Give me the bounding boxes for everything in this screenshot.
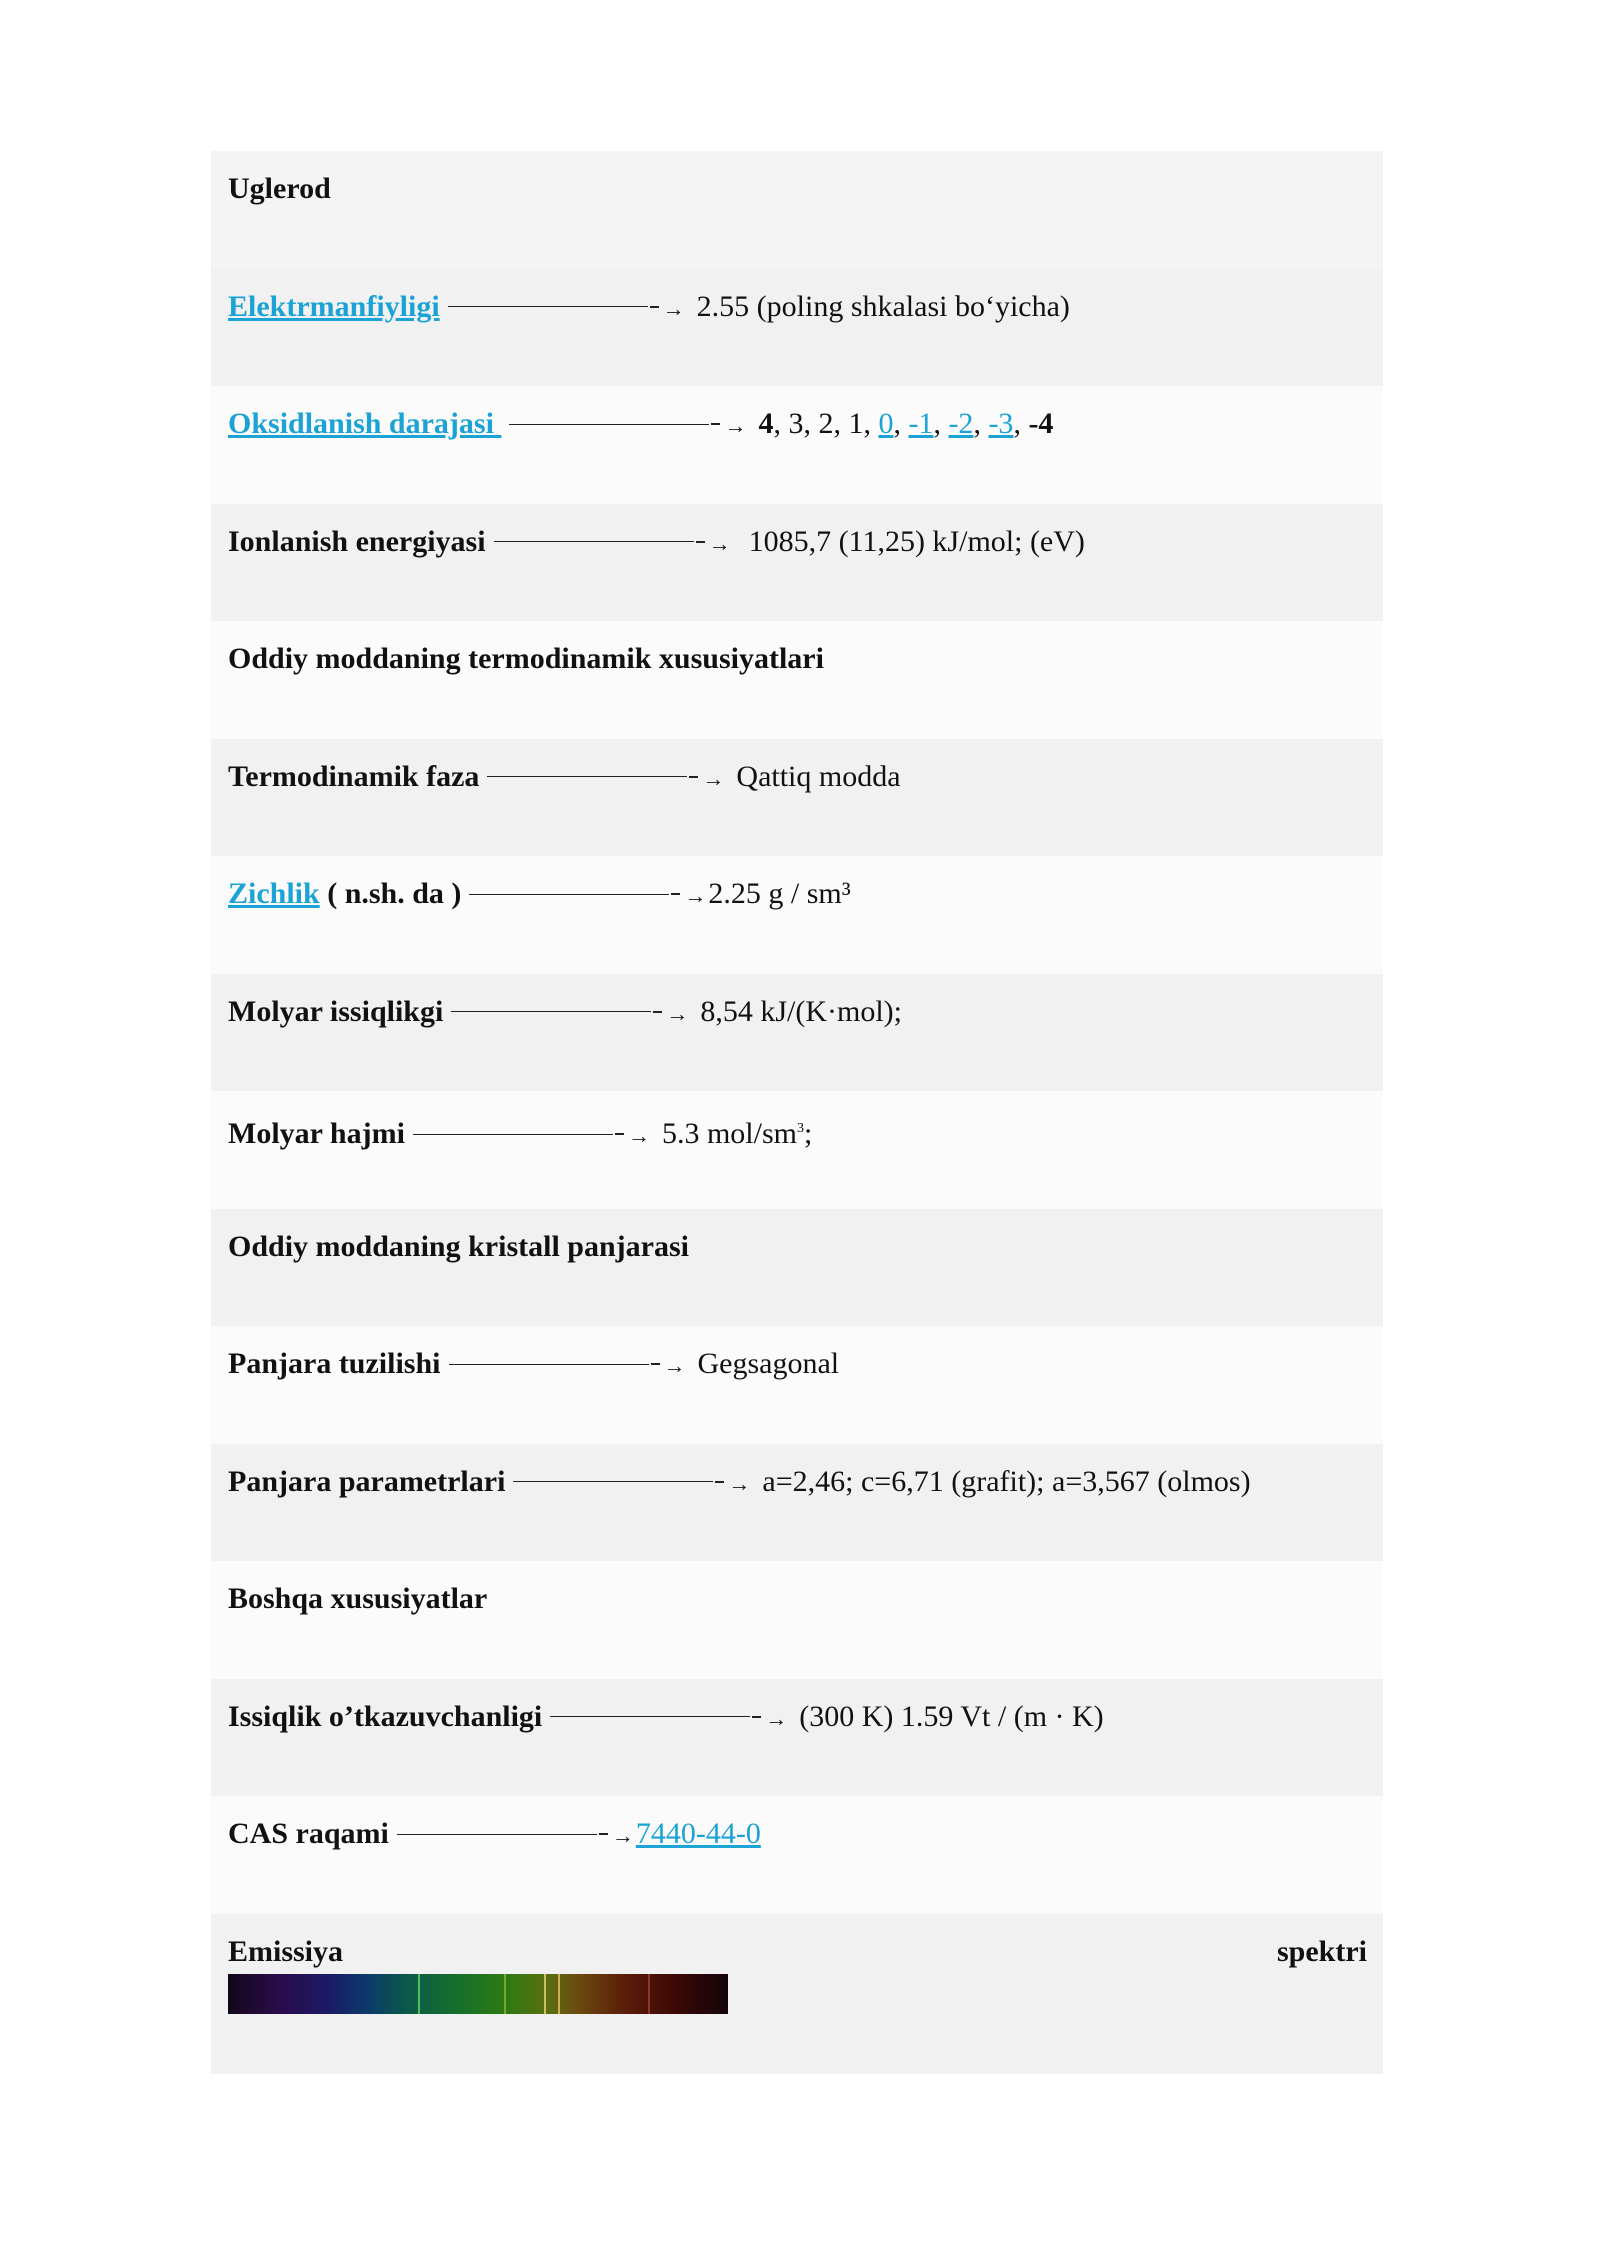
table-row-emissiya (211, 1914, 1383, 2074)
oks-link-m3[interactable]: -3 (988, 407, 1014, 440)
molyar-hajm-value: 5.3 mol/sm (661, 1117, 797, 1150)
table-row-faza (211, 739, 1383, 857)
zichlik-suffix: ( n.sh. da ) (319, 877, 462, 910)
leader-line (513, 1481, 713, 1482)
panjara-tuzilishi-value: Gegsagonal (697, 1347, 840, 1380)
leader-line (413, 1134, 613, 1135)
ionlanish-value: 1085,7 (11,25) kJ/mol; (eV) (748, 524, 1085, 558)
table-row-title (211, 151, 1383, 269)
faza-label: Termodinamik faza (228, 759, 480, 793)
panjara-parametrlari-value: a=2,46; c=6,71 (grafit); a=3,567 (olmos) (762, 1464, 1251, 1498)
properties-table (211, 151, 1383, 2074)
element-title: Uglerod (228, 172, 331, 205)
leader-line (487, 776, 687, 777)
leader-line (509, 424, 709, 425)
table-row-elektrmanfiyligi (211, 269, 1383, 387)
emission-spectrum-image (228, 1974, 728, 2014)
molyar-hajm-label: Molyar hajmi (228, 1117, 405, 1150)
oks-link-m2[interactable]: -2 (948, 407, 974, 440)
cas-number-link[interactable]: 7440-44-0 (635, 1817, 761, 1850)
leader-line (448, 306, 648, 307)
arrow-icon: → (611, 1823, 634, 1848)
table-row-molyar-hajm (211, 1091, 1383, 1209)
arrow-icon: → (724, 413, 747, 438)
panjara-tuzilishi-label: Panjara tuzilishi (228, 1347, 441, 1380)
molyar-issiqlik-label: Molyar issiqlikgi (228, 994, 444, 1028)
issiqlik-otkazuvchanligi-label: Issiqlik o’tkazuvchanligi (228, 1699, 543, 1733)
issiqlik-otkazuvchanligi-value: (300 K) 1.59 Vt / (m · K) (799, 1699, 1104, 1733)
arrow-icon: → (728, 1470, 751, 1496)
faza-value: Qattiq modda (736, 759, 901, 793)
oks-link-m1[interactable]: -1 (908, 407, 934, 440)
oksidlanish-link[interactable]: Oksidlanish darajasi (228, 407, 502, 440)
arrow-icon: → (684, 883, 707, 908)
oks-value-4: 4 (758, 407, 774, 440)
arrow-icon: → (765, 1705, 788, 1731)
table-row-boshqa-heading (211, 1561, 1383, 1679)
arrow-icon: → (663, 1353, 686, 1378)
leader-line (550, 1716, 750, 1717)
table-row-ionlanish (211, 504, 1383, 622)
elektrmanfiyligi-value: 2.55 (poling shkalasi bo‘yicha) (696, 289, 1070, 323)
table-row-cas (211, 1796, 1383, 1914)
table-row-panjara-tuzilishi (211, 1326, 1383, 1444)
leader-line (494, 541, 694, 542)
elektrmanfiyligi-link[interactable]: Elektrmanfiyligi (228, 289, 440, 323)
arrow-icon: → (666, 1000, 689, 1026)
ionlanish-label: Ionlanish energiyasi (228, 524, 486, 558)
cas-label: CAS raqami (228, 1817, 389, 1850)
table-row-kristall-heading (211, 1209, 1383, 1327)
arrow-icon: → (708, 530, 731, 556)
leader-line (451, 1011, 651, 1012)
arrow-icon: → (702, 765, 725, 791)
kristall-heading: Oddiy moddaning kristall panjarasi (228, 1229, 689, 1263)
panjara-parametrlari-label: Panjara parametrlari (228, 1464, 506, 1498)
boshqa-heading: Boshqa xususiyatlar (228, 1582, 488, 1615)
molyar-hajm-sup: 3 (796, 1121, 804, 1136)
oks-value-mid: , 3, 2, 1, (773, 407, 879, 440)
oks-link-0[interactable]: 0 (878, 407, 894, 440)
zichlik-link[interactable]: Zichlik (228, 877, 320, 910)
table-row-molyar-issiqlik (211, 974, 1383, 1092)
arrow-icon: → (627, 1123, 650, 1148)
table-row-issiqlik-otkazuvchanligi (211, 1679, 1383, 1797)
leader-line (449, 1364, 649, 1365)
table-row-panjara-parametrlari (211, 1444, 1383, 1562)
emissiya-label: Emissiya (228, 1934, 344, 1968)
zichlik-value: 2.25 g / sm³ (708, 877, 851, 910)
arrow-icon: → (662, 295, 685, 321)
molyar-issiqlik-value: 8,54 kJ/(K·mol); (700, 994, 902, 1028)
spektri-label: spektri (1277, 1934, 1367, 1968)
leader-line (397, 1834, 597, 1835)
table-row-zichlik (211, 856, 1383, 974)
table-row-oksidlanish: Oksidlanish darajasi → 4, 3, 2, 1, 0, -1, -2, -3, -4 (211, 386, 1383, 504)
table-row-termo-heading (211, 621, 1383, 739)
molyar-hajm-end: ; (803, 1117, 813, 1150)
leader-line (469, 894, 669, 895)
oks-value-m4: -4 (1028, 407, 1054, 440)
termo-heading: Oddiy moddaning termodinamik xususiyatlari (228, 642, 824, 675)
